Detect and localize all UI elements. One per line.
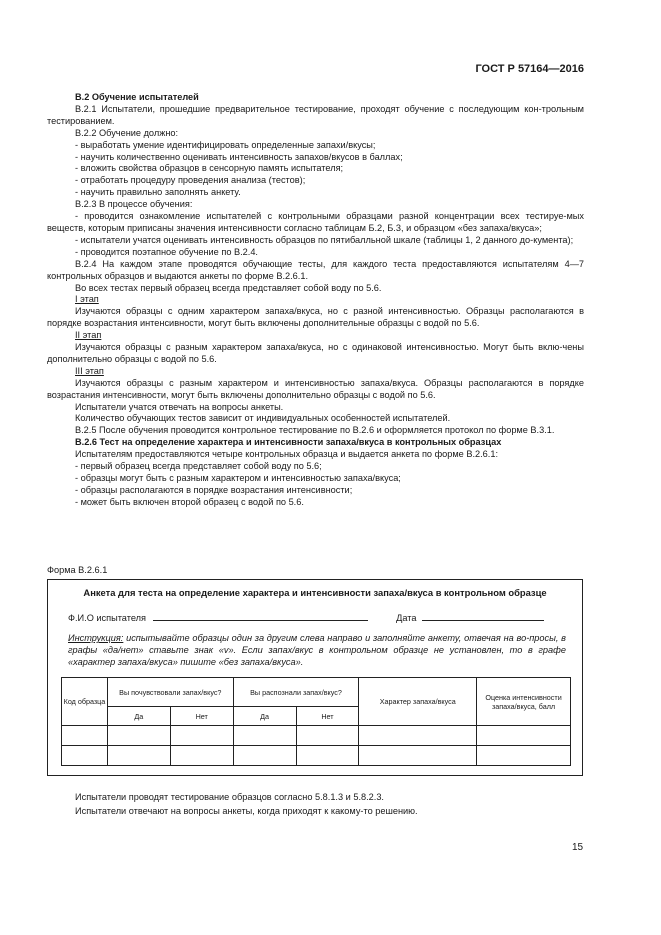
table-cell[interactable] [62,746,108,766]
list-item: - выработать умение идентифицировать определенные запахи/вкусы; [75,139,376,150]
section-b26-title: В.2.6 Тест на определение характера и интенсивности запаха/вкуса в контрольных образцах [75,437,502,448]
header-no: Нет [170,707,233,726]
list-item: - вложить свойства образцов в сенсорную память испытателя; [75,163,344,174]
instruction-text: испытывайте образцы один за другим слева направо и заполняйте анкету, отвечая на во-просы, в графы «да/нет» ставьте знак «v». Если запах/вкус в контрольном образце не установлен, то в графе «характер запаха/вкуса» пишите «без запаха/вкуса». [68,633,566,667]
date-field[interactable] [422,611,544,621]
paragraph: Испытателям предоставляются четыре контрольных образца и выдается анкета по форме В.2.6.1: [75,449,499,460]
table-cell[interactable] [477,746,571,766]
answer-table [61,677,571,766]
form-title: Анкета для теста на определение характера и интенсивности запаха/вкуса в контрольном образце [83,587,547,598]
paragraph: В.2.4 На каждом этапе проводятся обучающие тесты, для каждого теста предоставляются испытателям 4—7 контрольных образцов и выдаются анкеты по форме В.2.6.1. [47,258,584,281]
table-row [62,726,571,746]
header-recognized: Вы распознали запах/вкус? [233,678,359,707]
form-label: Форма В.2.6.1 [47,565,108,575]
header-code: Код образца [62,678,108,726]
paragraph: Изучаются образцы с разным характером и интенсивностью запаха/вкуса. Образцы располагаются в порядке возрастания интенсивности, могут быть включены дополнительно образцы с водой по 5.6. [47,377,584,400]
instruction-lead: Инструкция: [68,633,124,643]
header-character: Характер запаха/вкуса [359,678,477,726]
main-text [47,92,584,509]
stage-heading [47,366,584,378]
fio-row [68,611,566,623]
date-label: Дата [396,613,417,623]
table-cell[interactable] [359,726,477,746]
stage-heading [47,330,584,342]
header-yes: Да [233,707,296,726]
paragraph: Во всех тестах первый образец всегда представляет собой воду по 5.6. [75,282,382,293]
list-item: - испытатели учатся оценивать интенсивность образцов по пятибалльной шкале (таблицы 1, 2 данного до-кумента); [75,234,574,245]
paragraph: Изучаются образцы с одним характером запаха/вкуса, но с разной интенсивностью. Образцы располагаются в порядке возрастания интенсивности, могут быть включены дополнительные образцы с водой по 5.6. [47,306,584,329]
closing-line: Испытатели отвечают на вопросы анкеты, когда приходят к какому-то решению. [75,805,418,816]
header-no: Нет [296,707,359,726]
table-cell[interactable] [62,726,108,746]
closing-text [75,791,418,818]
table-cell[interactable] [477,726,571,746]
instruction [68,632,566,668]
table-cell[interactable] [296,746,359,766]
page-number: 15 [572,842,584,853]
table-cell[interactable] [233,726,296,746]
paragraph: Изучаются образцы с разным характером запаха/вкуса, но с одинаковой интенсивностью. Могут быть вклю-чены дополнительно образцы с водой по 5.6. [47,342,584,364]
stage-2-label: II этап [75,330,102,341]
list-item: - научить количественно оценивать интенсивность запахов/вкусов в баллах; [75,151,403,162]
stage-3-label: III этап [75,365,104,376]
table-cell[interactable] [170,726,233,746]
paragraph: Испытатели учатся отвечать на вопросы анкеты. [75,401,284,412]
table-cell[interactable] [359,746,477,766]
header-yes: Да [107,707,170,726]
stage-heading [47,294,584,306]
table-cell[interactable] [233,746,296,766]
header-felt: Вы почувствовали запах/вкус? [107,678,233,707]
list-item: - проводится ознакомление испытателей с контрольными образцами разной концентрации всех тестируе-мых веществ, которым приписаны значения интенсивности согласно таблицам Б.2, Б.3, и образцом «без запаха/вкуса»; [47,211,584,233]
list-item: - может быть включен второй образец с водой по 5.6. [75,496,304,507]
closing-line: Испытатели проводят тестирование образцов согласно 5.8.1.3 и 5.8.2.3. [75,792,384,802]
table-cell[interactable] [107,746,170,766]
list-item: - научить правильно заполнять анкету. [75,187,241,198]
fio-field[interactable] [153,611,368,621]
section-b2-title: В.2 Обучение испытателей [75,92,199,102]
list-item: - первый образец всегда представляет собой воду по 5.6; [75,461,322,472]
paragraph: В.2.3 В процессе обучения: [75,199,193,210]
standard-number: ГОСТ Р 57164—2016 [475,63,584,75]
table-row [62,746,571,766]
table-cell[interactable] [296,726,359,746]
paragraph: В.2.5 После обучения проводится контрольное тестирование по В.2.6 и оформляется протокол по форме В.3.1. [75,425,555,436]
paragraph: В.2.2 Обучение должно: [75,127,179,138]
questionnaire-form [47,579,583,776]
list-item: - образцы могут быть с разным характером и интенсивностью запаха/вкуса; [75,473,401,483]
list-item: - образцы располагаются в порядке возрастания интенсивности; [75,484,353,495]
list-item: - проводится поэтапное обучение по В.2.4. [75,246,258,257]
table-cell[interactable] [107,726,170,746]
table-cell[interactable] [170,746,233,766]
stage-1-label: I этап [75,294,99,305]
paragraph: В.2.1 Испытатели, прошедшие предварительное тестирование, проходят обучение с последующим кон-трольным тестированием. [47,103,584,126]
fio-label: Ф.И.О испытателя [68,613,146,623]
paragraph: Количество обучающих тестов зависит от индивидуальных особенностей испытателей. [75,413,451,424]
header-rating: Оценка интенсивности запаха/вкуса, балл [477,678,571,726]
list-item: - отработать процедуру проведения анализа (тестов); [75,175,306,186]
